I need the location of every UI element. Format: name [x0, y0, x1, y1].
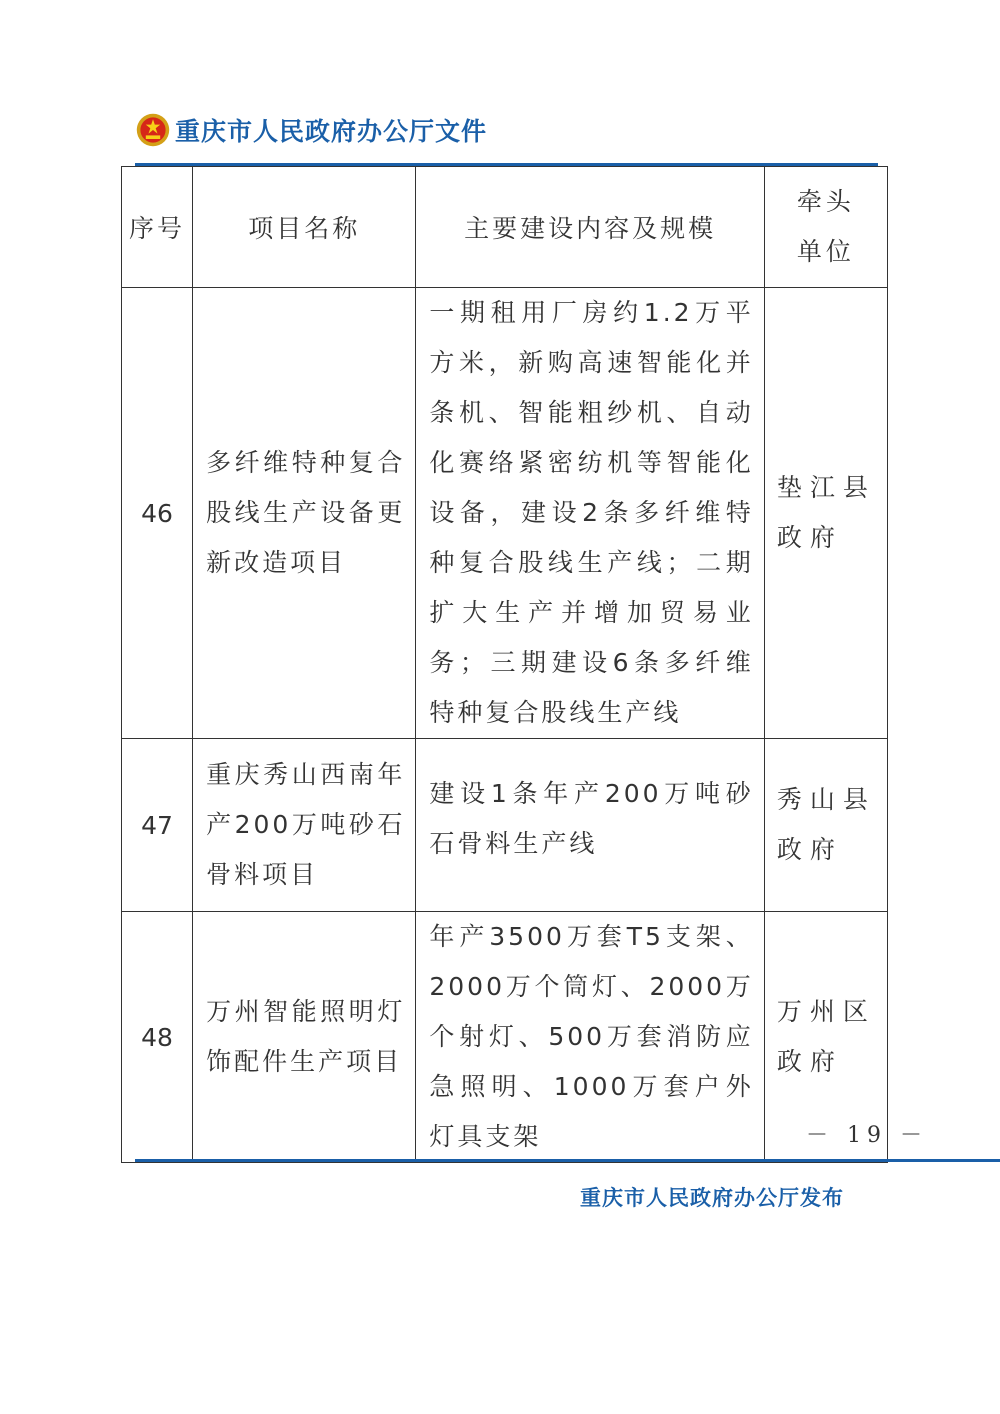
row-no: 46 — [122, 288, 193, 739]
row-content-cell — [416, 912, 764, 1163]
row-name: 重庆秀山西南年产200万吨砂石骨料项目 — [206, 760, 406, 889]
header-name: 项目名称 — [193, 167, 416, 288]
header-title: 重庆市人民政府办公厅文件 — [175, 117, 488, 146]
row-no: 47 — [122, 739, 193, 912]
row-unit: 秀山县政府 — [776, 785, 876, 864]
row-content-cell — [416, 288, 764, 739]
row-content: 一期租用厂房约1.2万平方米，新购高速智能化并条机、智能粗纱机、自动化赛络紧密纺机等智能化设备，建设2条多纤维特种复合股线生产线；二期扩大生产并增加贸易业务；三期建设6条多纤维特种复合股线生产线 — [429, 298, 754, 727]
project-table — [121, 166, 888, 1163]
row-name-cell — [193, 288, 416, 739]
row-content: 年产3500万套T5支架、2000万个筒灯、2000万个射灯、500万套消防应急照明、1000万套户外灯具支架 — [429, 922, 754, 1151]
header-unit — [764, 167, 887, 288]
row-unit: 万州区政府 — [776, 997, 876, 1076]
row-name: 多纤维特种复合股线生产设备更新改造项目 — [206, 448, 406, 577]
footer-publisher: 重庆市人民政府办公厅发布 — [580, 1185, 844, 1210]
row-content-cell — [416, 739, 764, 912]
table-row — [122, 912, 888, 1163]
row-name: 万州智能照明灯饰配件生产项目 — [206, 997, 406, 1076]
row-name-cell — [193, 912, 416, 1163]
row-unit-cell — [764, 288, 887, 739]
table-header-row — [122, 167, 888, 288]
header-no: 序号 — [122, 167, 193, 288]
table-row — [122, 288, 888, 739]
header-unit-label: 牵头单位 — [796, 187, 855, 266]
row-no: 48 — [122, 912, 193, 1163]
page-number: － 19 － — [806, 1123, 928, 1148]
national-emblem-icon — [135, 112, 171, 148]
row-unit: 垫江县政府 — [776, 473, 876, 552]
row-content: 建设1条年产200万吨砂石骨料生产线 — [429, 779, 754, 858]
header-content: 主要建设内容及规模 — [416, 167, 764, 288]
row-unit-cell — [764, 739, 887, 912]
document-header — [135, 112, 487, 148]
footer-divider — [135, 1159, 1000, 1162]
row-name-cell — [193, 739, 416, 912]
table-row — [122, 739, 888, 912]
